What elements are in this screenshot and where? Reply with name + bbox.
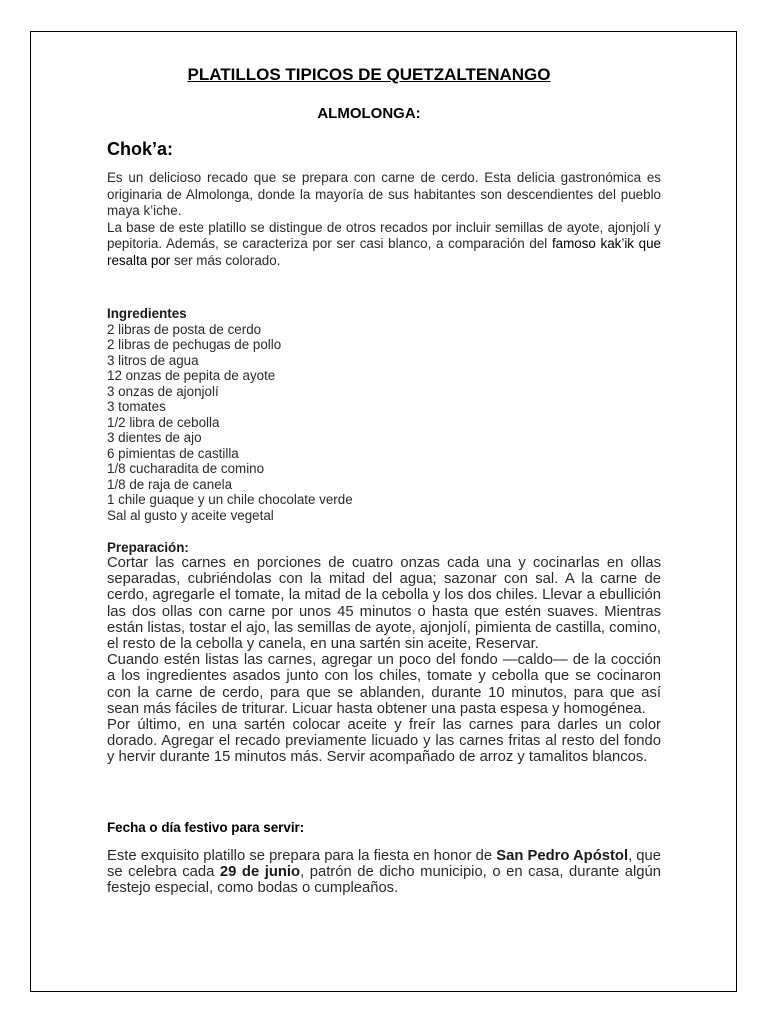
festive-saint-name: San Pedro Apóstol <box>496 848 629 864</box>
ingredient-item: 1/8 cucharadita de comino <box>107 461 265 476</box>
preparation-paragraph: Por último, en una sartén colocar aceite y freír las carnes para darles un color dorado. Agregar el recado previamente licuado y las carnes fritas al resto del fondo y hervir durante 15 minutos más. Servir acompañado de arroz y tamalitos blancos. <box>107 717 661 766</box>
ingredients-section <box>107 306 661 523</box>
ingredient-item: 1/8 de raja de canela <box>107 476 233 492</box>
ingredient-item: 3 onzas de ajonjolí <box>107 383 219 399</box>
festive-date: 29 de junio <box>219 864 301 881</box>
ingredient-item: 3 tomates <box>107 399 166 414</box>
preparation-paragraph: Cuando estén listas las carnes, agregar un poco del fondo —caldo— de la cocción a los ingredientes asados junto con los chiles, tomate y cebolla que se cocinaron con la carne de cerdo, para que se ablanden, durante 10 minutos, para que así sean más fáciles de triturar. Licuar hasta obtener una pasta espesa y homogénea. <box>107 652 661 717</box>
ingredient-item: Sal al gusto y aceite vegetal <box>107 507 274 523</box>
section-subtitle: ALMOLONGA: <box>317 105 421 122</box>
preparation-section <box>107 540 661 766</box>
ingredient-item: 3 dientes de ajo <box>107 430 202 445</box>
festive-text-middle: , que se celebra cada <box>107 848 661 881</box>
dish-name: Chok’a: <box>107 139 174 159</box>
ingredient-item: 1/2 libra de cebolla <box>107 414 220 430</box>
intro-paragraph-2-start: La base de este platillo se distingue de otros recados por incluir semillas de ayote, ajonjolí y pepitoria. Además, se caracteriza por ser casi blanco, a comparación del <box>107 219 661 251</box>
ingredients-heading: Ingredientes <box>107 306 187 321</box>
preparation-paragraph: Cortar las carnes en porciones de cuatro onzas cada una y cocinarlas en ollas separadas, cubriéndolas con la mitad del agua; sazonar con sal. A la carne de cerdo, agregarle el tomate, la mitad de la cebolla y los dos chiles. Llevar a ebullición las dos ollas con carne por unos 45 minutos o hasta que estén suaves. Mientras están listas, tostar el ajo, las semillas de ayote, ajonjolí, pimienta de castilla, comino, el resto de la cebolla y canela, en una sartén sin aceite, Reservar. <box>107 555 661 653</box>
intro-section <box>107 170 661 269</box>
preparation-heading: Preparación: <box>107 540 189 555</box>
festive-text <box>107 848 661 897</box>
festive-text-start: Este exquisito platillo se prepara para la fiesta en honor de <box>107 848 497 864</box>
ingredient-item: 3 litros de agua <box>107 352 199 368</box>
ingredient-item: 6 pimientas de castilla <box>107 445 239 461</box>
preparation-text <box>107 555 661 766</box>
ingredients-list <box>107 322 661 524</box>
document-title: PLATILLOS TIPICOS DE QUETZALTENANGO <box>187 65 551 84</box>
intro-paragraph-2 <box>107 220 661 270</box>
intro-paragraph-2-end: ser más colorado. <box>170 252 281 268</box>
intro-paragraph-1: Es un delicioso recado que se prepara con carne de cerdo. Esta delicia gastronómica es originaria de Almolonga, donde la mayoría de sus habitantes son descendientes del pueblo maya k’iche. <box>107 170 661 218</box>
festive-text-end: , patrón de dicho municipio, o en casa, durante algún festejo especial, como bodas o cumpleaños. <box>107 864 661 897</box>
intro-paragraph-2-emphasis: famoso kak’ik que resalta por <box>107 236 661 268</box>
ingredient-item: 2 libras de pechugas de pollo <box>107 337 282 352</box>
festive-heading: Fecha o día festivo para servir: <box>107 820 305 835</box>
ingredient-item: 1 chile guaque y un chile chocolate verde <box>107 492 353 507</box>
ingredient-item: 12 onzas de pepita de ayote <box>107 368 276 383</box>
ingredient-item: 2 libras de posta de cerdo <box>107 321 262 337</box>
